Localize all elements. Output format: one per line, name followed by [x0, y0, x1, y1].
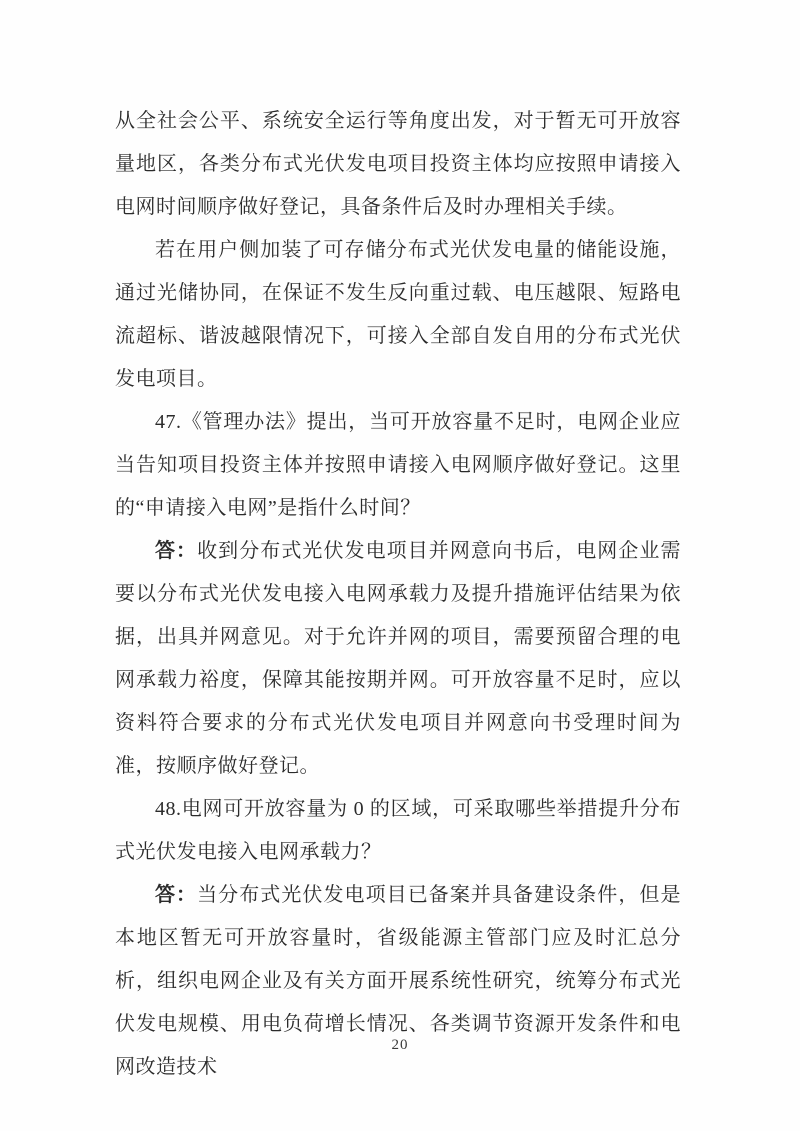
- answer-47-text: 收到分布式光伏发电项目并网意向书后，电网企业需要以分布式光伏发电接入电网承载力及提升措施评估结果为依据，出具并网意见。对于允许并网的项目，需要预留合理的电网承载力裕度，保障其能按期并网。可开放容量不足时，应以资料符合要求的分布式光伏发电项目并网意向书受理时间为准，按顺序做好登记。: [115, 540, 681, 777]
- paragraph-continuation: 从全社会公平、系统安全运行等角度出发，对于暂无可开放容量地区，各类分布式光伏发电项目投资主体均应按照申请接入电网时间顺序做好登记，具备条件后及时办理相关手续。: [115, 110, 681, 218]
- answer-48: [115, 874, 681, 1089]
- question-48: 48.电网可开放容量为 0 的区域，可采取哪些举措提升分布式光伏发电接入电网承载力？: [115, 798, 681, 863]
- page-number: 20: [391, 1037, 409, 1053]
- page-content: [115, 100, 681, 1089]
- answer-48-text: 当分布式光伏发电项目已备案并具备建设条件，但是本地区暂无可开放容量时，省级能源主管部门应及时汇总分析，组织电网企业及有关方面开展系统性研究，统筹分布式光伏发电规模、用电负荷增长情况、各类调节资源开发条件和电网改造技术: [115, 884, 681, 1078]
- page-footer: [0, 1036, 800, 1054]
- question-47: 47.《管理办法》提出，当可开放容量不足时，电网企业应当告知项目投资主体并按照申请接入电网顺序做好登记。这里的“申请接入电网”是指什么时间？: [115, 411, 681, 519]
- answer-48-prefix: 答：: [155, 884, 198, 906]
- answer-47-prefix: 答：: [155, 540, 198, 562]
- paragraph-storage-note: 若在用户侧加装了可存储分布式光伏发电量的储能设施，通过光储协同，在保证不发生反向重过载、电压越限、短路电流超标、谐波越限情况下，可接入全部自发自用的分布式光伏发电项目。: [115, 239, 681, 390]
- answer-47: [115, 530, 681, 788]
